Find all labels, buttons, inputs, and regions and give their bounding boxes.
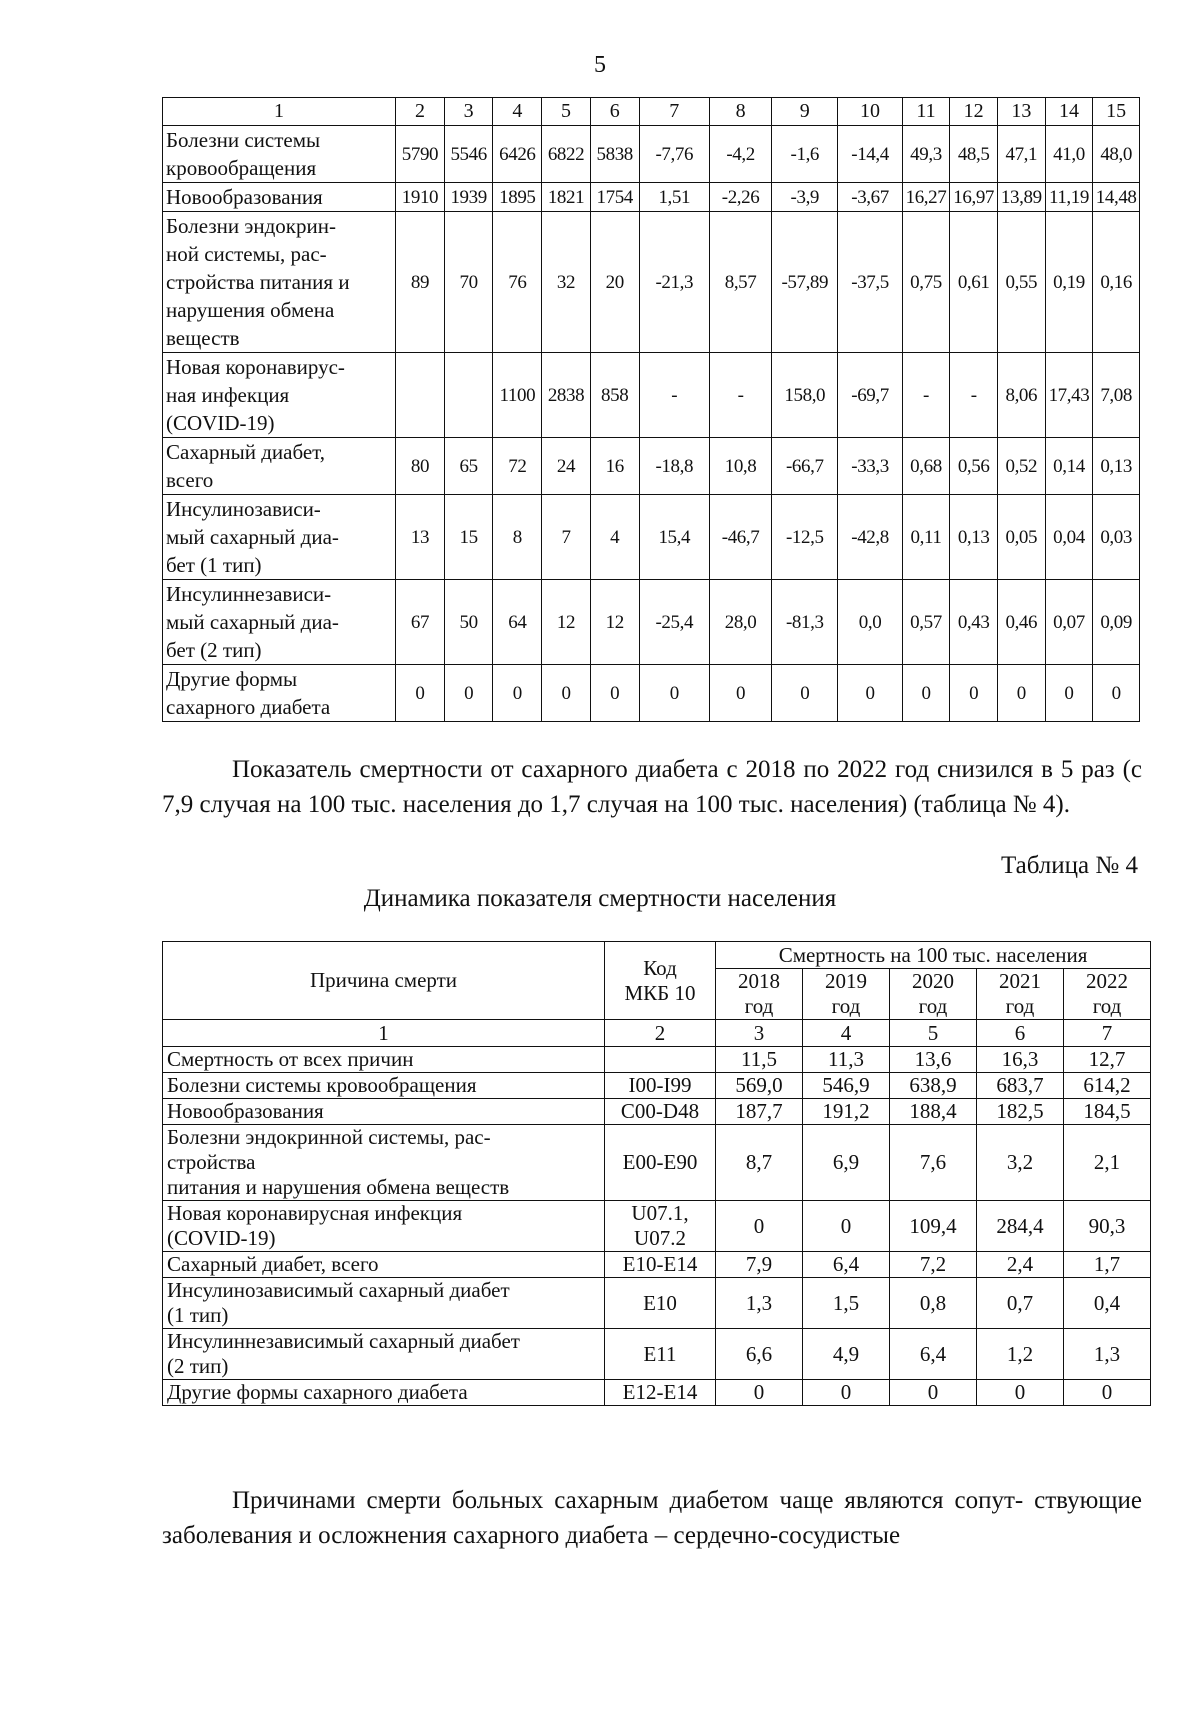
table2-row-label: Сахарный диабет, всего xyxy=(163,1252,605,1278)
table2-value: 7,2 xyxy=(890,1252,977,1278)
table2-column-numbers-row xyxy=(163,1020,1151,1047)
table1-cell: 49,3 xyxy=(902,126,950,183)
table2-value: 1,3 xyxy=(1064,1329,1151,1380)
table1-cell: 16,97 xyxy=(950,183,998,212)
table2-value: 11,3 xyxy=(803,1047,890,1073)
table1-cell: 32 xyxy=(542,212,591,353)
table1-column-number: 6 xyxy=(590,98,639,126)
table1-row-label: Болезни эндокрин- ной системы, рас- стройства питания и нарушения обмена веществ xyxy=(163,212,396,353)
table1-cell: 0,0 xyxy=(838,580,902,665)
table2-row-code: C00-D48 xyxy=(605,1099,716,1125)
table1-cell: -42,8 xyxy=(838,495,902,580)
table2-value: 0 xyxy=(716,1201,803,1252)
table1-cell: 0,13 xyxy=(950,495,998,580)
table1-cell: -3,9 xyxy=(772,183,838,212)
table2-header-year: 2020 год xyxy=(890,969,977,1020)
table1-cell: 0 xyxy=(1045,665,1093,722)
table2-value: 4,9 xyxy=(803,1329,890,1380)
table1-cell: 64 xyxy=(493,580,542,665)
table1-cell: 0 xyxy=(709,665,771,722)
table1-cell: - xyxy=(709,353,771,438)
table1-column-number: 8 xyxy=(709,98,771,126)
table1-cell: 0 xyxy=(950,665,998,722)
table2-value: 569,0 xyxy=(716,1073,803,1099)
table2-value: 8,7 xyxy=(716,1125,803,1201)
table2-row-code: E12-E14 xyxy=(605,1380,716,1406)
table1-cell: - xyxy=(639,353,709,438)
table1-row xyxy=(163,353,1140,438)
table2-header-year: 2021 год xyxy=(977,969,1064,1020)
table1-cell: 89 xyxy=(396,212,445,353)
table1-cell: 67 xyxy=(396,580,445,665)
table2-row xyxy=(163,1099,1151,1125)
table1-cell: 72 xyxy=(493,438,542,495)
paragraph-diabetes-mortality: Показатель смертности от сахарного диабета с 2018 по 2022 год снизился в 5 раз (с 7,9 случая на 100 тыс. населения до 1,7 случая на 100 тыс. населения) (таблица № 4). xyxy=(162,756,1142,818)
table2-value: 0 xyxy=(803,1380,890,1406)
table1-cell: 0,61 xyxy=(950,212,998,353)
table2-value: 184,5 xyxy=(1064,1099,1151,1125)
table1-row xyxy=(163,665,1140,722)
table1-cell: 76 xyxy=(493,212,542,353)
table2-value: 6,6 xyxy=(716,1329,803,1380)
table1-column-number: 11 xyxy=(902,98,950,126)
table1-cell: 13,89 xyxy=(997,183,1045,212)
table1-header-row xyxy=(163,98,1140,126)
table1-cell: 0,68 xyxy=(902,438,950,495)
table1-row-label: Инсулинозависи- мый сахарный диа- бет (1 тип) xyxy=(163,495,396,580)
table1-cell: 1895 xyxy=(493,183,542,212)
table1-cell: 0,19 xyxy=(1045,212,1093,353)
mortality-stats-table-continued xyxy=(162,97,1140,722)
table2-row-label: Инсулиннезависимый сахарный диабет (2 тип) xyxy=(163,1329,605,1380)
table2-value: 191,2 xyxy=(803,1099,890,1125)
table1-cell: 65 xyxy=(444,438,493,495)
table2-row-code: U07.1, U07.2 xyxy=(605,1201,716,1252)
table1-row xyxy=(163,580,1140,665)
table2-value: 0 xyxy=(1064,1380,1151,1406)
table2-header-year: 2019 год xyxy=(803,969,890,1020)
table1-cell: 50 xyxy=(444,580,493,665)
table1-cell: 6822 xyxy=(542,126,591,183)
table1-row-label: Другие формы сахарного диабета xyxy=(163,665,396,722)
mortality-dynamics-table xyxy=(162,941,1151,1406)
table1-cell: -21,3 xyxy=(639,212,709,353)
table1-cell: 11,19 xyxy=(1045,183,1093,212)
table1-cell: 0 xyxy=(590,665,639,722)
page-number: 5 xyxy=(594,52,606,78)
table1-cell: 0,75 xyxy=(902,212,950,353)
table1-column-number: 2 xyxy=(396,98,445,126)
table1-cell: 80 xyxy=(396,438,445,495)
table2-row-code: E11 xyxy=(605,1329,716,1380)
table1-cell xyxy=(396,353,445,438)
table1-cell: 0,13 xyxy=(1093,438,1140,495)
table1-cell: 47,1 xyxy=(997,126,1045,183)
table1-cell: -46,7 xyxy=(709,495,771,580)
table1-cell: -69,7 xyxy=(838,353,902,438)
table1-cell: -4,2 xyxy=(709,126,771,183)
table1-cell: 15 xyxy=(444,495,493,580)
table1-cell: 0,46 xyxy=(997,580,1045,665)
table1-cell xyxy=(444,353,493,438)
table2-value: 614,2 xyxy=(1064,1073,1151,1099)
table2-value: 0,4 xyxy=(1064,1278,1151,1329)
table2-column-number: 3 xyxy=(716,1020,803,1047)
table1-cell: 0,57 xyxy=(902,580,950,665)
table2-column-number: 5 xyxy=(890,1020,977,1047)
table1-column-number: 5 xyxy=(542,98,591,126)
table2-value: 2,1 xyxy=(1064,1125,1151,1201)
table1-row-label: Новая коронавирус- ная инфекция (COVID-19) xyxy=(163,353,396,438)
table2-value: 6,9 xyxy=(803,1125,890,1201)
table2-column-number: 6 xyxy=(977,1020,1064,1047)
table1-cell: 1,51 xyxy=(639,183,709,212)
table1-cell: 7 xyxy=(542,495,591,580)
table2-value: 6,4 xyxy=(803,1252,890,1278)
table2-row-code xyxy=(605,1047,716,1073)
table1-row-label: Сахарный диабет, всего xyxy=(163,438,396,495)
table2-row-label: Болезни эндокринной системы, рас- стройства питания и нарушения обмена веществ xyxy=(163,1125,605,1201)
table2-header-row xyxy=(163,942,1151,969)
table1-cell: 0 xyxy=(542,665,591,722)
table1-cell: 0 xyxy=(772,665,838,722)
table1-cell: -57,89 xyxy=(772,212,838,353)
table2-value: 1,3 xyxy=(716,1278,803,1329)
table2-value: 109,4 xyxy=(890,1201,977,1252)
table1-column-number: 13 xyxy=(997,98,1045,126)
table1-cell: 10,8 xyxy=(709,438,771,495)
table2-value: 0,7 xyxy=(977,1278,1064,1329)
table1-row-label: Болезни системы кровообращения xyxy=(163,126,396,183)
table-title: Динамика показателя смертности населения xyxy=(363,885,837,912)
table1-row xyxy=(163,495,1140,580)
table1-cell: 6426 xyxy=(493,126,542,183)
table2-value: 3,2 xyxy=(977,1125,1064,1201)
table1-cell: - xyxy=(902,353,950,438)
table2-column-number: 2 xyxy=(605,1020,716,1047)
table2-row xyxy=(163,1047,1151,1073)
table1-cell: 8,06 xyxy=(997,353,1045,438)
table2-header-code: Код МКБ 10 xyxy=(605,942,716,1020)
table1-cell: -37,5 xyxy=(838,212,902,353)
table2-column-number: 7 xyxy=(1064,1020,1151,1047)
table1-cell: 8,57 xyxy=(709,212,771,353)
table1-column-number: 1 xyxy=(163,98,396,126)
table2-column-number: 4 xyxy=(803,1020,890,1047)
table1-cell: 12 xyxy=(590,580,639,665)
table2-header-year: 2022 год xyxy=(1064,969,1151,1020)
table2-row-label: Смертность от всех причин xyxy=(163,1047,605,1073)
table2-row xyxy=(163,1125,1151,1201)
table2-header-cause: Причина смерти xyxy=(163,942,605,1020)
table1-cell: 5546 xyxy=(444,126,493,183)
table2-row xyxy=(163,1329,1151,1380)
table1-cell: 24 xyxy=(542,438,591,495)
table1-cell: - xyxy=(950,353,998,438)
table1-cell: 0,03 xyxy=(1093,495,1140,580)
table1-cell: 20 xyxy=(590,212,639,353)
table1-column-number: 3 xyxy=(444,98,493,126)
table1-cell: 0,09 xyxy=(1093,580,1140,665)
table1-cell: 5838 xyxy=(590,126,639,183)
table1-cell: 0 xyxy=(639,665,709,722)
table2-row-label: Новообразования xyxy=(163,1099,605,1125)
table1-column-number: 7 xyxy=(639,98,709,126)
table2-row xyxy=(163,1380,1151,1406)
table2-value: 1,7 xyxy=(1064,1252,1151,1278)
table1-cell: -18,8 xyxy=(639,438,709,495)
table2-row-code: E10-E14 xyxy=(605,1252,716,1278)
table1-cell: 0,14 xyxy=(1045,438,1093,495)
table2-row-label: Другие формы сахарного диабета xyxy=(163,1380,605,1406)
table2-value: 0 xyxy=(716,1380,803,1406)
table2-row xyxy=(163,1278,1151,1329)
table1-cell: 16,27 xyxy=(902,183,950,212)
table1-cell: 13 xyxy=(396,495,445,580)
table2-value: 13,6 xyxy=(890,1047,977,1073)
table1-cell: 0,43 xyxy=(950,580,998,665)
table1-row xyxy=(163,438,1140,495)
table1-cell: 0 xyxy=(396,665,445,722)
table1-row-label: Новообразования xyxy=(163,183,396,212)
table1-cell: 1754 xyxy=(590,183,639,212)
table2-row xyxy=(163,1073,1151,1099)
table1-cell: -12,5 xyxy=(772,495,838,580)
table2-value: 1,5 xyxy=(803,1278,890,1329)
table1-column-number: 12 xyxy=(950,98,998,126)
table1-cell: -2,26 xyxy=(709,183,771,212)
table1-cell: 1910 xyxy=(396,183,445,212)
table1-cell: 0 xyxy=(997,665,1045,722)
table1-cell: 5790 xyxy=(396,126,445,183)
table1-cell: 2838 xyxy=(542,353,591,438)
table2-value: 284,4 xyxy=(977,1201,1064,1252)
table1-column-number: 9 xyxy=(772,98,838,126)
table1-cell: 70 xyxy=(444,212,493,353)
table1-cell: 8 xyxy=(493,495,542,580)
table1-cell: 0,04 xyxy=(1045,495,1093,580)
table2-value: 182,5 xyxy=(977,1099,1064,1125)
table1-cell: -81,3 xyxy=(772,580,838,665)
table2-header-mortality-group: Смертность на 100 тыс. населения xyxy=(716,942,1151,969)
paragraph-death-causes: Причинами смерти больных сахарным диабетом чаще являются сопут- ствующие заболевания и осложнения сахарного диабета – сердечно-сосудистые xyxy=(162,1487,1142,1549)
table1-column-number: 14 xyxy=(1045,98,1093,126)
table2-row-code: E10 xyxy=(605,1278,716,1329)
table1-cell: -33,3 xyxy=(838,438,902,495)
table1-cell: -25,4 xyxy=(639,580,709,665)
table2-value: 0,8 xyxy=(890,1278,977,1329)
table1-row xyxy=(163,183,1140,212)
table2-value: 11,5 xyxy=(716,1047,803,1073)
table1-cell: 0,07 xyxy=(1045,580,1093,665)
table-number-caption: Таблица № 4 xyxy=(1000,852,1138,879)
table1-cell: 0,05 xyxy=(997,495,1045,580)
table2-column-number: 1 xyxy=(163,1020,605,1047)
table1-cell: 48,0 xyxy=(1093,126,1140,183)
table2-row xyxy=(163,1252,1151,1278)
table1-cell: 41,0 xyxy=(1045,126,1093,183)
table1-cell: 0,55 xyxy=(997,212,1045,353)
table1-cell: 0,11 xyxy=(902,495,950,580)
table2-row xyxy=(163,1201,1151,1252)
table2-value: 2,4 xyxy=(977,1252,1064,1278)
table2-value: 546,9 xyxy=(803,1073,890,1099)
table1-column-number: 10 xyxy=(838,98,902,126)
table2-value: 90,3 xyxy=(1064,1201,1151,1252)
table1-cell: 14,48 xyxy=(1093,183,1140,212)
table2-row-label: Новая коронавирусная инфекция (COVID-19) xyxy=(163,1201,605,1252)
table2-value: 638,9 xyxy=(890,1073,977,1099)
table1-cell: 0 xyxy=(444,665,493,722)
table1-column-number: 4 xyxy=(493,98,542,126)
table2-value: 187,7 xyxy=(716,1099,803,1125)
table1-cell: 858 xyxy=(590,353,639,438)
table2-row-code: E00-E90 xyxy=(605,1125,716,1201)
table2-value: 0 xyxy=(890,1380,977,1406)
table1-cell: 0 xyxy=(493,665,542,722)
table1-cell: -1,6 xyxy=(772,126,838,183)
table1-cell: -3,67 xyxy=(838,183,902,212)
table1-row xyxy=(163,212,1140,353)
table1-cell: -66,7 xyxy=(772,438,838,495)
table1-cell: -14,4 xyxy=(838,126,902,183)
table1-cell: 0,56 xyxy=(950,438,998,495)
table2-value: 7,9 xyxy=(716,1252,803,1278)
table1-cell: 4 xyxy=(590,495,639,580)
table2-row-label: Болезни системы кровообращения xyxy=(163,1073,605,1099)
table1-cell: 17,43 xyxy=(1045,353,1093,438)
table1-cell: 12 xyxy=(542,580,591,665)
table1-cell: 1821 xyxy=(542,183,591,212)
table1-row xyxy=(163,126,1140,183)
table2-row-label: Инсулинозависимый сахарный диабет (1 тип) xyxy=(163,1278,605,1329)
table1-cell: -7,76 xyxy=(639,126,709,183)
table2-value: 1,2 xyxy=(977,1329,1064,1380)
table2-value: 6,4 xyxy=(890,1329,977,1380)
table1-column-number: 15 xyxy=(1093,98,1140,126)
table1-cell: 158,0 xyxy=(772,353,838,438)
table2-value: 12,7 xyxy=(1064,1047,1151,1073)
table1-cell: 16 xyxy=(590,438,639,495)
table2-value: 0 xyxy=(977,1380,1064,1406)
table2-value: 683,7 xyxy=(977,1073,1064,1099)
table1-cell: 28,0 xyxy=(709,580,771,665)
table1-cell: 0 xyxy=(902,665,950,722)
table1-cell: 0,52 xyxy=(997,438,1045,495)
table1-cell: 0 xyxy=(838,665,902,722)
table2-header-year: 2018 год xyxy=(716,969,803,1020)
table1-cell: 7,08 xyxy=(1093,353,1140,438)
table2-value: 7,6 xyxy=(890,1125,977,1201)
table2-row-code: I00-I99 xyxy=(605,1073,716,1099)
table2-value: 188,4 xyxy=(890,1099,977,1125)
table1-cell: 1939 xyxy=(444,183,493,212)
table1-cell: 0 xyxy=(1093,665,1140,722)
table1-cell: 1100 xyxy=(493,353,542,438)
table1-cell: 48,5 xyxy=(950,126,998,183)
table1-row-label: Инсулиннезависи- мый сахарный диа- бет (2 тип) xyxy=(163,580,396,665)
table2-value: 16,3 xyxy=(977,1047,1064,1073)
table2-value: 0 xyxy=(803,1201,890,1252)
table1-cell: 15,4 xyxy=(639,495,709,580)
table1-cell: 0,16 xyxy=(1093,212,1140,353)
